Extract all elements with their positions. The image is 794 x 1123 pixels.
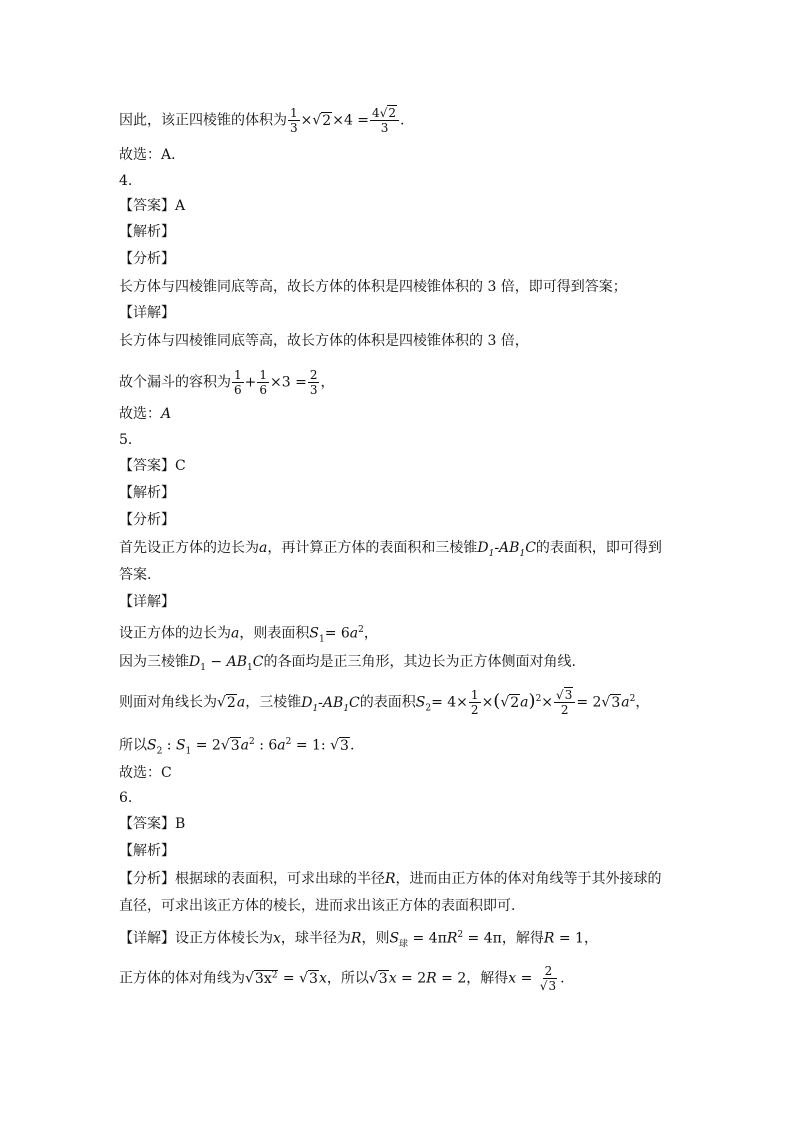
variable: S [175, 737, 186, 754]
fraction [554, 688, 575, 717]
radicand: 3 [230, 737, 240, 754]
volume-conclusion-line [119, 106, 404, 135]
denominator: 2 [470, 703, 479, 717]
superscript: 2 [271, 969, 278, 980]
numerator: 1 [470, 688, 479, 702]
variable: S [415, 694, 426, 711]
analysis-text [119, 539, 662, 563]
numerator: 2 [309, 368, 318, 382]
text: 因此，该正四棱锥的体积为 [119, 112, 287, 129]
pyramid-vertex: D [477, 540, 489, 556]
variable: a [277, 737, 286, 754]
variable: S [309, 625, 319, 642]
radicand: 3 [340, 737, 349, 754]
ratio-line: 所以$S_2$ : $S_1 = 2√3a^2$ : $6a^2 = 1$: √3. [119, 737, 355, 757]
variable: R [350, 930, 362, 947]
expr: = 2 [396, 970, 427, 987]
sqrt-symbol: √ [312, 112, 322, 129]
radicand: 2 [226, 694, 236, 711]
superscript: 2 [457, 930, 464, 940]
answer-label: 【答案】B [119, 816, 186, 832]
radicand: 2 [322, 112, 332, 129]
text: 则面对角线长为 [119, 694, 217, 711]
variable: a [259, 540, 268, 556]
subscript: 1 [312, 703, 319, 714]
fraction [288, 106, 300, 135]
analysis-text [119, 870, 662, 888]
variable: R [426, 970, 437, 987]
text: 设正方体的边长为 [119, 625, 231, 642]
variable: R [385, 871, 396, 887]
answer: A [161, 406, 172, 422]
variable: C [252, 654, 264, 670]
text: 的各面均是正三角形，其边长为正方体侧面对角线. [263, 654, 576, 670]
subscript: 2 [425, 703, 432, 714]
detail-text [119, 621, 378, 648]
analysis-text: 答案. [119, 567, 152, 583]
fraction [469, 688, 481, 717]
text: ，则 [361, 930, 390, 947]
variable: a [349, 625, 359, 642]
text: ，三棱锥 [245, 694, 302, 711]
denominator: 6 [259, 383, 268, 397]
expr: = 1 [554, 930, 584, 947]
expr: = 2 [191, 737, 221, 754]
punct: ， [583, 930, 598, 947]
variable: S [147, 737, 157, 754]
analysis-subheading: 【分析】 [119, 512, 175, 528]
numerator: 1 [290, 106, 298, 120]
analysis-text: 直径，可求出该正方体的棱长，进而求出该正方体的表面积即可. [119, 898, 516, 914]
punct: . [399, 112, 405, 129]
subscript: 1 [185, 746, 192, 757]
superscript: 2 [535, 693, 542, 704]
variable: a [231, 625, 240, 642]
pyramid-vertex: -AB [318, 694, 344, 711]
denominator: 6 [234, 383, 242, 397]
radicand: 3 [611, 694, 621, 711]
expr: = 2 [576, 694, 602, 711]
expr: : 6 [254, 737, 278, 754]
variable: a [621, 694, 630, 711]
choice-line [119, 405, 171, 423]
text: 故个漏斗的容积为 [119, 374, 231, 391]
text: 【分析】根据球的表面积，可求出球的半径 [119, 871, 385, 887]
coef: 4 [372, 106, 380, 120]
variable: x [273, 930, 281, 947]
numerator: 1 [259, 368, 268, 382]
expr: ×3 = [270, 374, 307, 391]
radicand: 3 [378, 970, 388, 987]
expr: = [278, 970, 300, 987]
denominator: 3 [309, 383, 318, 397]
operator: × [300, 112, 313, 129]
punct: . [349, 737, 355, 754]
fraction [370, 106, 399, 135]
question-number: 6. [119, 790, 133, 806]
operator: + [244, 374, 257, 391]
subscript: 1 [519, 548, 526, 559]
superscript: 2 [285, 737, 292, 747]
text: ，解得 [501, 930, 544, 947]
expr: = [516, 970, 537, 987]
subscript: 1 [318, 634, 325, 645]
question-number: 4. [119, 173, 133, 189]
subscript: 2 [156, 746, 163, 757]
text: ，则表面积 [239, 625, 310, 642]
detail-heading: 【详解】 [119, 594, 175, 610]
analysis-text: 长方体与四棱锥同底等高，故长方体的体积是四棱锥体积的 3 倍，即可得到答案； [119, 279, 627, 295]
expr: ×4 = [332, 112, 370, 129]
expr: = 2 [436, 970, 467, 987]
question-number: 5. [119, 432, 133, 448]
paren: ) [528, 690, 536, 712]
subscript: 1 [200, 662, 206, 673]
pyramid-vertex: -AB [494, 540, 520, 556]
variable: a [520, 694, 529, 711]
denominator: √3 [539, 979, 557, 993]
analysis-heading: 【解析】 [119, 224, 175, 240]
expr: = 4π [463, 930, 502, 947]
text: 首先设正方体的边长为 [119, 540, 259, 556]
analysis-subheading: 【分析】 [119, 251, 175, 267]
detail-text: 正方体的体对角线为$√3x^2 = √3x$，所以√3x = 2R = 2，解得x = $\frac{2}{√3}$ . [119, 964, 565, 993]
variable: R [446, 930, 458, 947]
radicand: 3 [309, 970, 318, 987]
text: ，再计算正方体的表面积和三棱锥 [267, 540, 478, 556]
funnel-volume-line [119, 368, 334, 397]
text: 所以 [119, 737, 147, 754]
text: ，解得 [466, 970, 509, 987]
text: 【详解】设正方体棱长为 [119, 930, 273, 947]
text: 正方体的体对角线为 [119, 970, 245, 987]
denominator: 2 [560, 703, 569, 717]
pyramid-vertex: D [301, 694, 313, 711]
answer-label: 【答案】C [119, 458, 186, 474]
numerator: √3 [554, 688, 575, 703]
radicand [254, 970, 279, 987]
radicand-text: 3x [254, 970, 272, 987]
punct: ， [635, 694, 650, 711]
punct: ， [363, 625, 378, 642]
radicand: 2 [388, 106, 396, 120]
punct: ， [320, 374, 335, 391]
variable: x [318, 970, 327, 987]
text: 故选： [119, 406, 161, 422]
surface-area-line: 则面对角线长为√2a，三棱锥$D_1-AB_1C$的表面积$S_2= 4\times$ $\frac{1}{2}$ $\times(√2a)^2\times$ $\frac{√3}{2}$ = $2√3a^2$， [119, 688, 650, 717]
pyramid-name [477, 540, 536, 559]
choice-line: 故选：C [119, 765, 172, 781]
numerator: 1 [234, 368, 242, 382]
variable: x [508, 970, 517, 987]
denominator: 3 [290, 121, 298, 135]
variable: S [389, 930, 400, 947]
paren: ( [493, 690, 501, 712]
expr: = 4× [431, 694, 468, 711]
detail-text: 长方体与四棱锥同底等高，故长方体的体积是四棱锥体积的 3 倍， [119, 333, 529, 349]
fraction [538, 964, 559, 993]
subscript: 1 [488, 548, 495, 559]
operator: × [481, 694, 494, 711]
denominator: 3 [380, 121, 389, 135]
radicand: 3 [564, 688, 573, 702]
text: ，进而由正方体的体对角线等于其外接球的 [395, 871, 662, 887]
pyramid-vertex: C [349, 694, 360, 711]
pyramid-name [301, 694, 360, 714]
subscript: 1 [247, 662, 253, 673]
superscript: 2 [629, 693, 636, 704]
fraction [308, 368, 320, 397]
subscript: 球 [399, 939, 409, 950]
variable: − AB [205, 654, 247, 670]
variable: a [236, 694, 246, 711]
text: 的表面积 [359, 694, 416, 711]
subscript: 1 [343, 703, 350, 714]
expr: = 4π [408, 930, 447, 947]
superscript: 2 [249, 737, 255, 747]
text: 因为三棱锥 [119, 654, 189, 670]
fraction [257, 368, 269, 397]
text: ，球半径为 [280, 930, 351, 947]
variable: R [543, 930, 555, 947]
radicand: 2 [510, 694, 520, 711]
punct: . [560, 970, 565, 987]
text: ，所以 [326, 970, 369, 987]
operator: : [162, 737, 176, 754]
pyramid-vertex: C [525, 540, 536, 556]
expr: = 6 [324, 625, 350, 642]
radicand: 3 [548, 979, 557, 993]
fraction [232, 368, 244, 397]
variable: a [240, 737, 250, 754]
analysis-heading: 【解析】 [119, 843, 175, 859]
text: 的表面积，即可得到 [535, 540, 662, 556]
detail-heading: 【详解】 [119, 305, 175, 321]
answer-label: 【答案】A [119, 198, 186, 214]
detail-text [119, 653, 576, 677]
variable: x [388, 970, 397, 987]
numerator: 4√2 [370, 106, 399, 121]
operator: × [541, 694, 554, 711]
expr: = 1: [291, 737, 331, 754]
numerator: 2 [544, 964, 553, 978]
analysis-heading: 【解析】 [119, 485, 175, 501]
detail-text [119, 926, 598, 953]
superscript: 2 [358, 625, 364, 635]
variable: D [189, 654, 201, 670]
choice-line: 故选：A． [119, 147, 186, 163]
